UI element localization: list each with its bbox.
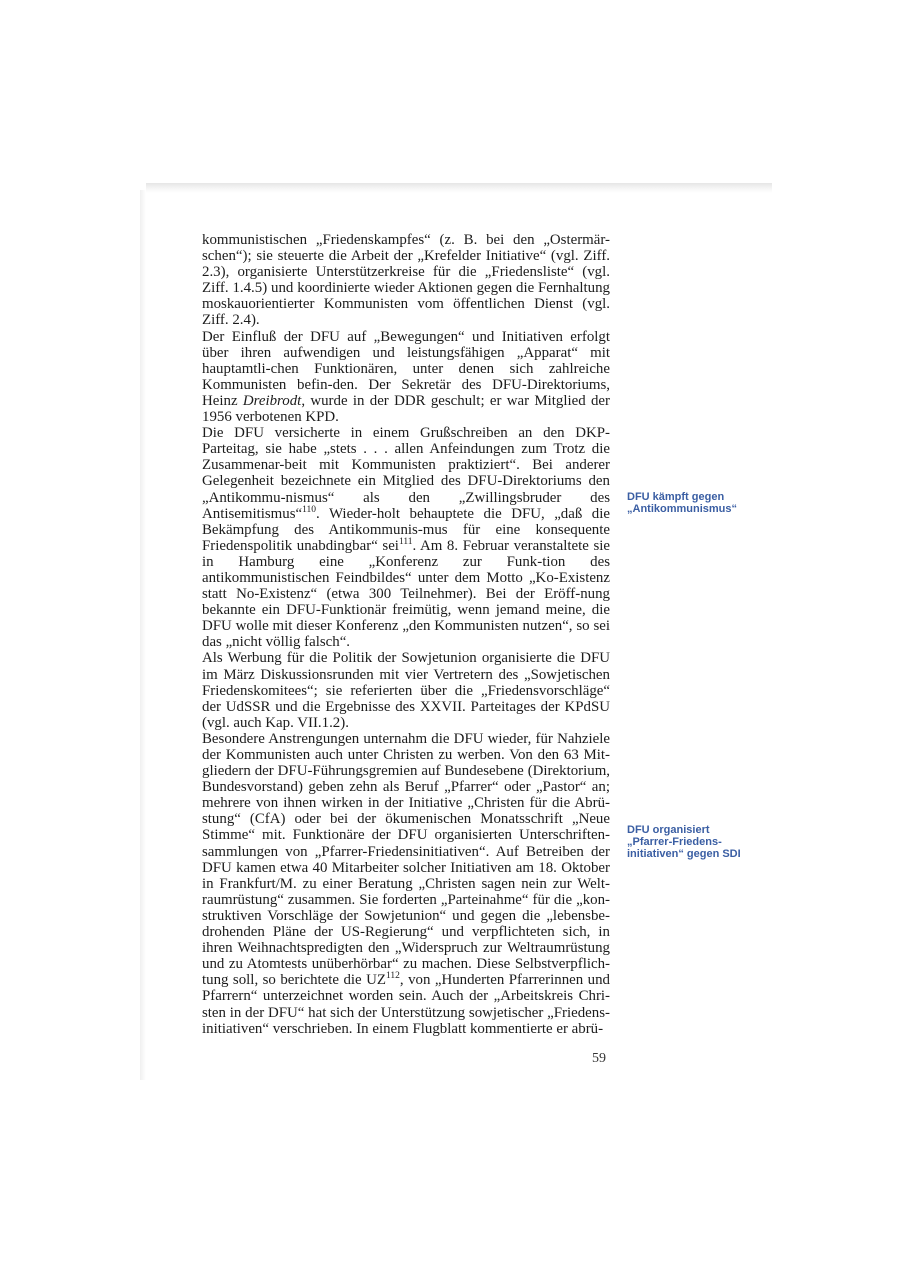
- paragraph: [202, 425, 610, 650]
- person-name: Dreibrodt: [242, 392, 302, 409]
- paragraph: [202, 329, 610, 426]
- paragraph-text: , von „Hunderten Pfarrerinnen und Pfarrern“ unterzeichnet worden sein. Auch der „Arbeitskreis Chri-sten in der DFU“ hat sich der Unterstützung sowjetischer „Friedens-initiativen“ verschrieben. In einem Flugblatt kommentierte er abrü-: [202, 972, 610, 1037]
- paragraph: [202, 731, 610, 1037]
- page-edge-shadow-left: [140, 190, 146, 1080]
- footnote-ref: 112: [385, 971, 400, 982]
- page-number: 59: [592, 1051, 606, 1066]
- paragraph: [202, 232, 610, 329]
- paragraph-text: Als Werbung für die Politik der Sowjetunion organisierte die DFU im März Diskussionsrunden mit vier Vertretern des „Sowjetischen Friedenskomitees“; sie referierten über die „Friedensvorschläge“ der UdSSR und die Ergebnisse des XXVII. Parteitages der KPdSU (vgl. auch Kap. VII.1.2).: [202, 650, 610, 731]
- paragraph-text: Besondere Anstrengungen unternahm die DFU wieder, für Nahziele der Kommunisten auch unter Christen zu werben. Von den 63 Mit-gliedern der DFU-Führungsgremien auf Bundesebene (Direktorium, Bundesvorstand) geben zehn als Beruf „Pfarrer“ oder „Pastor“ an; mehrere von ihnen wirken in der Initiative „Christen für die Abrü-stung“ (CfA) oder bei der ökumenischen Monatsschrift „Neue Stimme“ mit. Funktionäre der DFU organisierten Unterschriften-sammlungen von „Pfarrer-Friedensinitiativen“. Auf Betreiben der DFU kamen etwa 40 Mitarbeiter solcher Initiativen am 18. Oktober in Frankfurt/M. zu einer Beratung „Christen sagen nein zur Welt-raumrüstung“ zusammen. Sie forderten „Parteinahme“ für die „kon-struktiven Vorschläge der Sowjetunion“ und gegen die „lebensbe-drohenden Pläne der US-Regierung“ und verpflichteten sich, in ihren Weihnachtspredigten den „Widerspruch zur Weltraumrüstung und zu Atomtests unüberhörbar“ zu machen. Diese Selbstverpflich-tung soll, so berichtete die UZ: [202, 730, 610, 989]
- paragraph: [202, 650, 610, 730]
- footnote-ref: 110: [302, 504, 317, 515]
- paragraph-text: , wurde in der DDR geschult; er war Mitglied der 1956 verbotenen KPD.: [202, 392, 610, 426]
- body-text: [202, 232, 610, 1037]
- paragraph-text: Die DFU versicherte in einem Grußschreiben an den DKP-Parteitag, sie habe „stets . . . allen Anfeindungen zum Trotz die Zusammenar-beit mit Kommunisten praktiziert“. Bei anderer Gelegenheit bezeichnete ein Mitglied des DFU-Direktoriums den „Antikommu-nismus“ als den „Zwillingsbruder des Antisemitismus“: [202, 425, 610, 522]
- paragraph-text: . Wieder-holt behauptete die DFU, „daß die Bekämpfung des Antikommunis-mus für eine konsequente Friedenspolitik unabdingbar“ sei: [202, 505, 610, 554]
- paragraph-text: . Am 8. Februar veranstaltete sie in Hamburg eine „Konferenz zur Funk-tion des antikommunistischen Feindbildes“ unter dem Motto „Ko-Existenz statt No-Existenz“ (etwa 300 Teilnehmer). Bei der Eröff-nung bekannte ein DFU-Funktionär freimütig, wenn jemand meine, die DFU wolle mit dieser Konferenz „den Kommunisten nutzen“, so sei das „nicht völlig falsch“.: [202, 537, 610, 651]
- margin-note-antikommunismus: DFU kämpft gegen „Antikommunismus“: [627, 491, 738, 515]
- paragraph-text: Der Einfluß der DFU auf „Bewegungen“ und Initiativen erfolgt über ihren aufwendigen und leistungsfähigen „Apparat“ mit hauptamtli-chen Funktionären, unter denen sich zahlreiche Kommunisten befin-den. Der Sekretär des DFU-Direktoriums, Heinz: [202, 328, 610, 409]
- footnote-ref: 111: [398, 536, 413, 547]
- paragraph-text: kommunistischen „Friedenskampfes“ (z. B. bei den „Ostermär-schen“); sie steuerte die Arbeit der „Krefelder Initiative“ (vgl. Ziff. 2.3), organisierte Unterstützerkreise für die „Friedensliste“ (vgl. Ziff. 1.4.5) und koordinierte wieder Aktionen gegen die Fernhaltung moskauorientierter Kommunisten vom öffentlichen Dienst (vgl. Ziff. 2.4).: [202, 232, 610, 329]
- margin-note-pfarrer-initiativen: DFU organisiert „Pfarrer-Friedens-initiativen“ gegen SDI: [627, 824, 741, 860]
- page-edge-shadow-top: [146, 183, 772, 193]
